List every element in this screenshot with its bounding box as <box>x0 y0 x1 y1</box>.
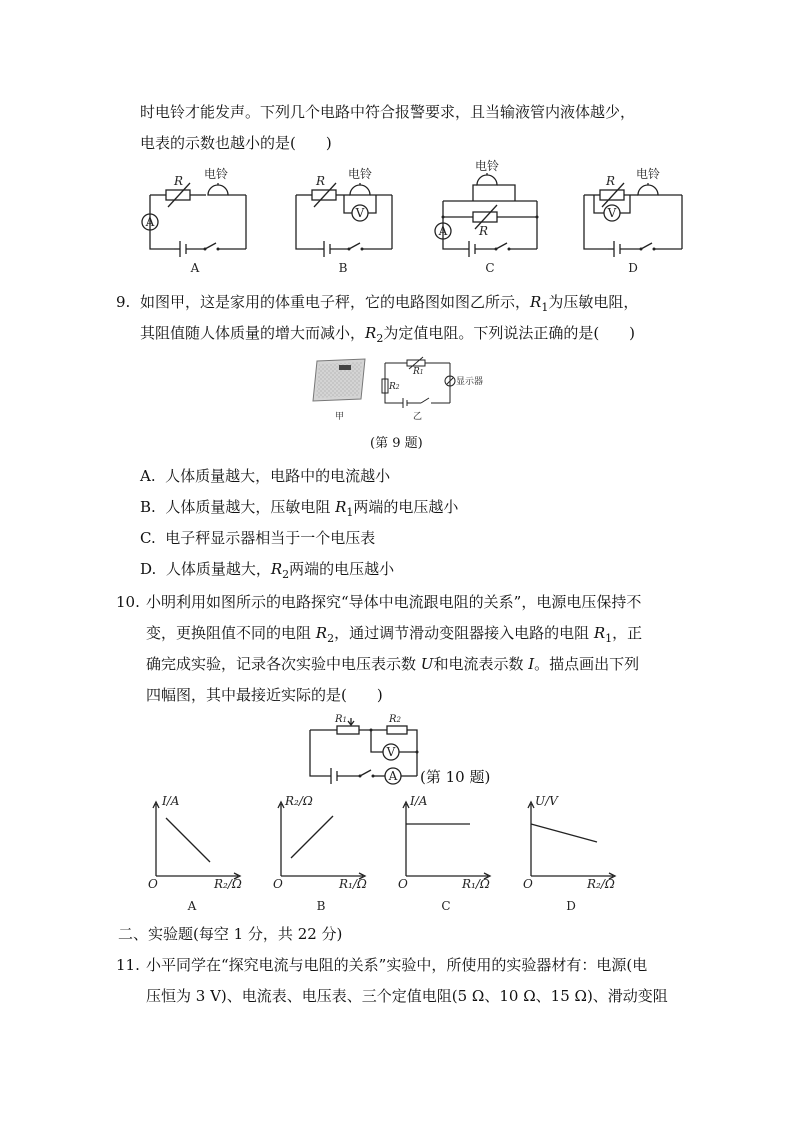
r1-label: R1 <box>413 367 424 377</box>
graph-label: C <box>441 899 451 913</box>
x-axis-label: R₁/Ω <box>339 877 367 891</box>
q9-text-line2: 其阻值随人体质量的增大而减小，$R_2$为定值电阻。下列说法正确的是( ) <box>140 324 636 345</box>
bell-label: 电铃 <box>475 159 500 173</box>
r1-label: R1 <box>335 714 347 725</box>
q10-graph-b[interactable] <box>273 796 373 914</box>
q8-circuit-d <box>578 165 693 275</box>
q10-graph-d[interactable] <box>523 796 623 914</box>
q9-option-a[interactable]: A. 人体质量越大，电路中的电流越小 <box>140 467 391 485</box>
graph-label: D <box>566 899 576 913</box>
resistor-label: R <box>606 174 616 188</box>
q10-graph-c[interactable] <box>398 796 498 914</box>
bell-label: 电铃 <box>636 167 661 181</box>
q10-text-line4: 四幅图，其中最接近实际的是( ) <box>146 686 383 704</box>
resistor-label: R <box>479 224 489 238</box>
y-axis-label: U/V <box>535 794 558 808</box>
r2-label: R2 <box>389 382 400 392</box>
origin-label: O <box>523 877 533 891</box>
display-label: 显示器 <box>456 377 484 387</box>
q9-figure <box>305 355 495 425</box>
section-title: 二、实验题(每空 1 分，共 22 分) <box>118 925 343 943</box>
q11-text-line1: 小平同学在“探究电流与电阻的关系”实验中，所使用的实验器材有：电源(电 <box>146 956 648 974</box>
circuit-label: D <box>628 261 638 275</box>
scale-image <box>313 359 365 401</box>
resistor-label: R <box>174 174 184 188</box>
q8-circuit-b <box>288 165 403 275</box>
origin-label: O <box>398 877 408 891</box>
q10-caption: (第 10 题) <box>420 768 491 786</box>
q8-circuit-a <box>138 165 253 275</box>
q9-option-d[interactable]: D. 人体质量越大，$R_2$两端的电压越小 <box>140 560 395 581</box>
y-axis-label: I/A <box>162 794 180 808</box>
ammeter-label: A <box>145 215 155 229</box>
voltmeter-label: V <box>355 206 365 220</box>
circuit-label: C <box>485 261 495 275</box>
q10-text-line2: 变，更换阻值不同的电阻 $R_2$，通过调节滑动变阻器接入电路的电阻 $R_1$，正 <box>146 624 643 645</box>
voltmeter-label: V <box>386 745 396 759</box>
voltmeter-label: V <box>607 206 617 220</box>
q8-circuit-c <box>433 159 548 275</box>
origin-label: O <box>273 877 283 891</box>
bell-label: 电铃 <box>348 167 373 181</box>
y-axis-label: I/A <box>410 794 428 808</box>
x-axis-label: R₂/Ω <box>214 877 242 891</box>
q11-text-line2: 压恒为 3 V)、电流表、电压表、三个定值电阻(5 Ω、10 Ω、15 Ω)、滑动变阻 <box>146 987 668 1005</box>
q8-text-line1: 时电铃才能发声。下列几个电路中符合报警要求，且当输液管内液体越少， <box>140 103 636 121</box>
q10-text-line1: 小明利用如图所示的电路探究“导体中电流跟电阻的关系”，电源电压保持不 <box>146 593 642 611</box>
origin-label: O <box>148 877 158 891</box>
figure-label-yi: 乙 <box>413 412 423 422</box>
q9-option-c[interactable]: C. 电子秤显示器相当于一个电压表 <box>140 529 376 547</box>
y-axis-label: R₂/Ω <box>285 794 313 808</box>
q8-text-line2: 电表的示数也越小的是( ) <box>140 134 332 152</box>
graph-label: B <box>316 899 326 913</box>
q9-caption: (第 9 题) <box>370 436 423 451</box>
q9-text-line1: 如图甲，这是家用的体重电子秤，它的电路图如图乙所示，$R_1$为压敏电阻， <box>140 293 639 314</box>
x-axis-label: R₂/Ω <box>587 877 615 891</box>
bell-label: 电铃 <box>204 167 229 181</box>
resistor-label: R <box>316 174 326 188</box>
q9-option-b[interactable]: B. 人体质量越大，压敏电阻 $R_1$两端的电压越小 <box>140 498 459 519</box>
x-axis-label: R₁/Ω <box>462 877 490 891</box>
circuit-label: B <box>338 261 348 275</box>
graph-label: A <box>187 899 197 913</box>
q10-number: 10. <box>116 593 140 611</box>
q9-number: 9. <box>116 293 131 311</box>
r2-label: R2 <box>389 714 401 725</box>
q10-circuit <box>305 710 425 785</box>
q11-number: 11. <box>116 956 140 974</box>
ammeter-label: A <box>438 224 448 238</box>
circuit-label: A <box>190 261 200 275</box>
q10-text-line3: 确完成实验，记录各次实验中电压表示数 U和电流表示数 I。描点画出下列 <box>146 655 640 673</box>
q10-graph-a[interactable] <box>148 796 248 914</box>
figure-label-jia: 甲 <box>335 412 345 422</box>
ammeter-label: A <box>388 769 398 783</box>
